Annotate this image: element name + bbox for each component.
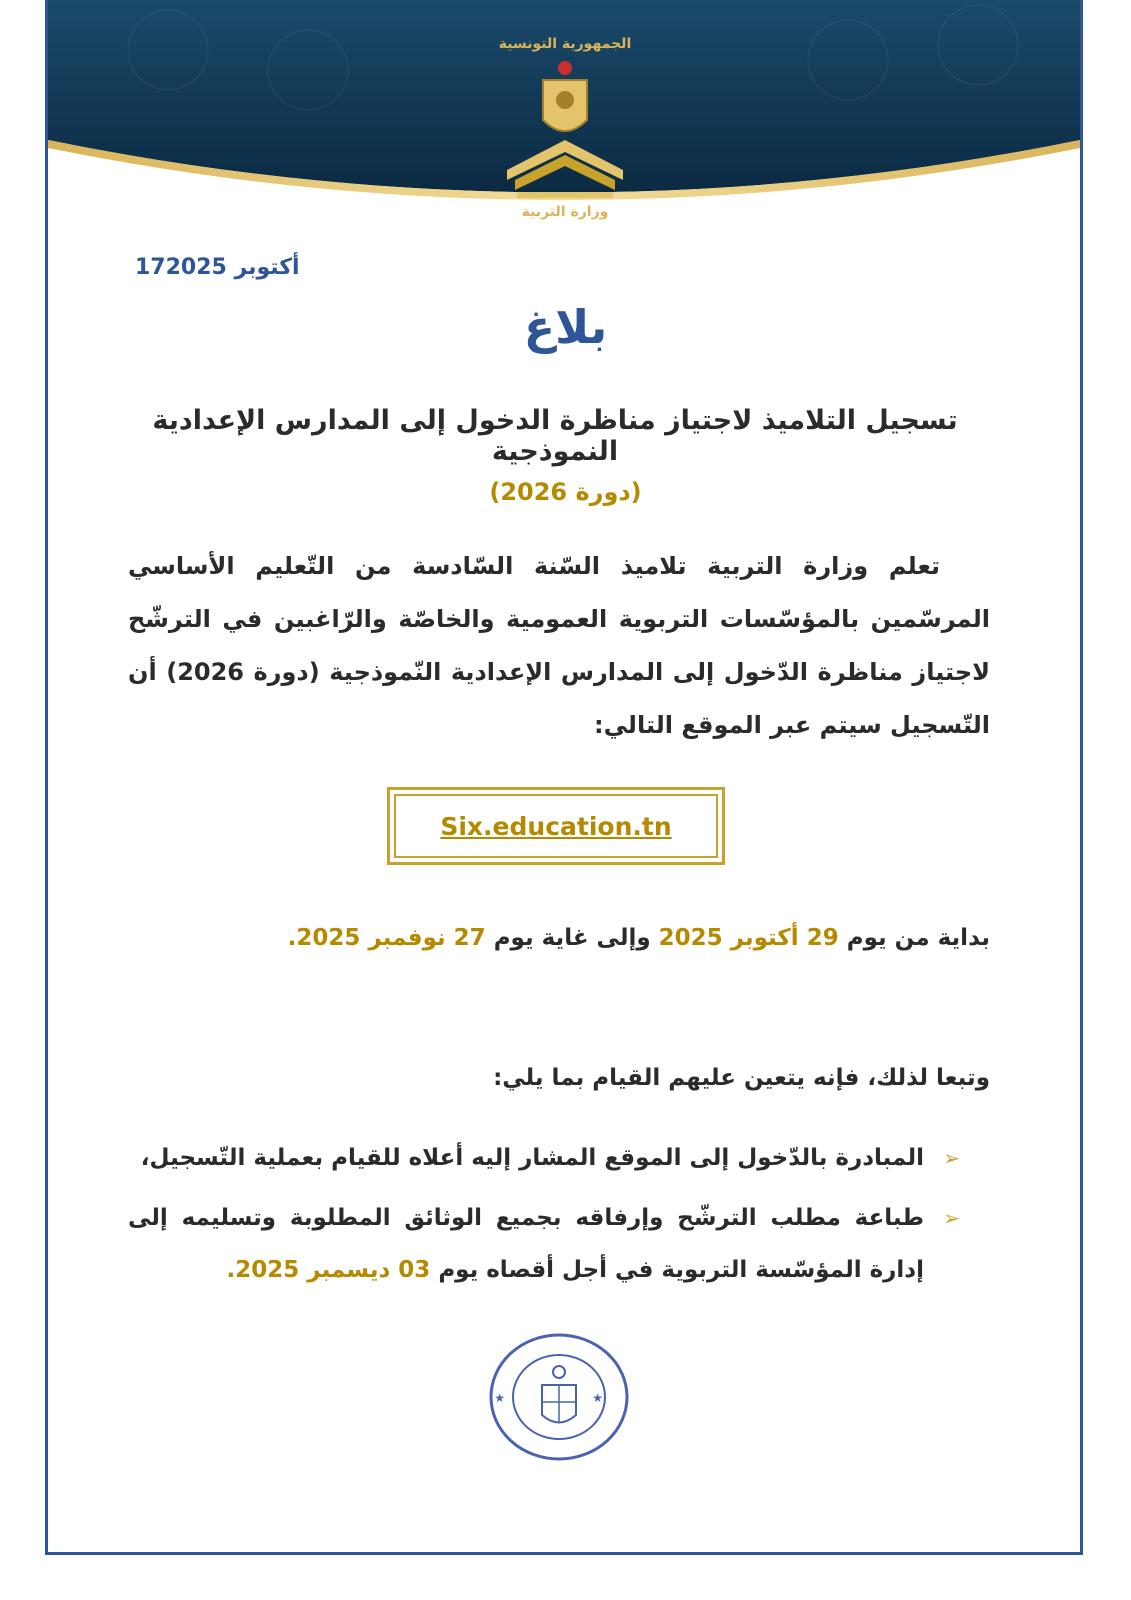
document-date: 17أكتوبر 2025 bbox=[135, 255, 300, 280]
bullet-text: المبادرة بالدّخول إلى الموقع المشار إليه أعلاه للقيام بعملية التّسجيل، bbox=[140, 1145, 924, 1171]
ministry-label: وزارة التربية bbox=[521, 204, 609, 220]
period-middle: وإلى غاية يوم bbox=[493, 925, 651, 951]
svg-text:★: ★ bbox=[494, 1391, 505, 1405]
ministry-emblem bbox=[495, 20, 635, 220]
official-stamp bbox=[487, 1330, 632, 1465]
website-box bbox=[387, 787, 725, 865]
session-label: (دورة 2026) bbox=[489, 478, 642, 506]
republic-label: الجمهورية التونسية bbox=[498, 36, 632, 52]
bullet-text: طباعة مطلب الترشّح وإرفاقه بجميع الوثائق المطلوبة وتسليمه إلى إدارة المؤسّسة التربوية في أجل أقصاه يوم bbox=[128, 1205, 924, 1283]
page-title bbox=[0, 300, 1131, 354]
subject-heading: تسجيل التلاميذ لاجتياز مناظرة الدخول إلى المدارس الإعدادية النموذجية bbox=[152, 405, 958, 467]
body-paragraph: تعلم وزارة التربية تلاميذ السّنة السّادسة من التّعليم الأساسي المرسّمين بالمؤسّسات التربوية العمومية والخاصّة والرّاغبين في الترشّح لاجتياز مناظرة الدّخول إلى المدارس الإعدادية النّموذجية (دورة 2026) أن التّسجيل سيتم عبر الموقع التالي: bbox=[128, 552, 990, 739]
registration-period bbox=[128, 925, 990, 951]
website-link[interactable]: Six.education.tn bbox=[440, 811, 672, 841]
arrow-bullet-icon: ➢ bbox=[943, 1146, 960, 1170]
period-prefix: بداية من يوم bbox=[846, 925, 990, 951]
period-start: 29 أكتوبر 2025 bbox=[658, 925, 839, 951]
website-box-inner bbox=[394, 794, 718, 858]
instructions-list bbox=[128, 1132, 960, 1304]
list-item bbox=[128, 1132, 960, 1184]
list-item bbox=[128, 1192, 960, 1296]
instructions-intro: وتبعا لذلك، فإنه يتعين عليهم القيام بما يلي: bbox=[493, 1065, 990, 1091]
arrow-bullet-icon: ➢ bbox=[943, 1206, 960, 1230]
deadline-date: 03 ديسمبر 2025. bbox=[226, 1257, 431, 1283]
svg-text:★: ★ bbox=[592, 1391, 603, 1405]
title-text: بلاغ bbox=[523, 300, 608, 354]
period-end: 27 نوفمبر 2025. bbox=[287, 925, 486, 951]
page-frame bbox=[45, 0, 1083, 1555]
